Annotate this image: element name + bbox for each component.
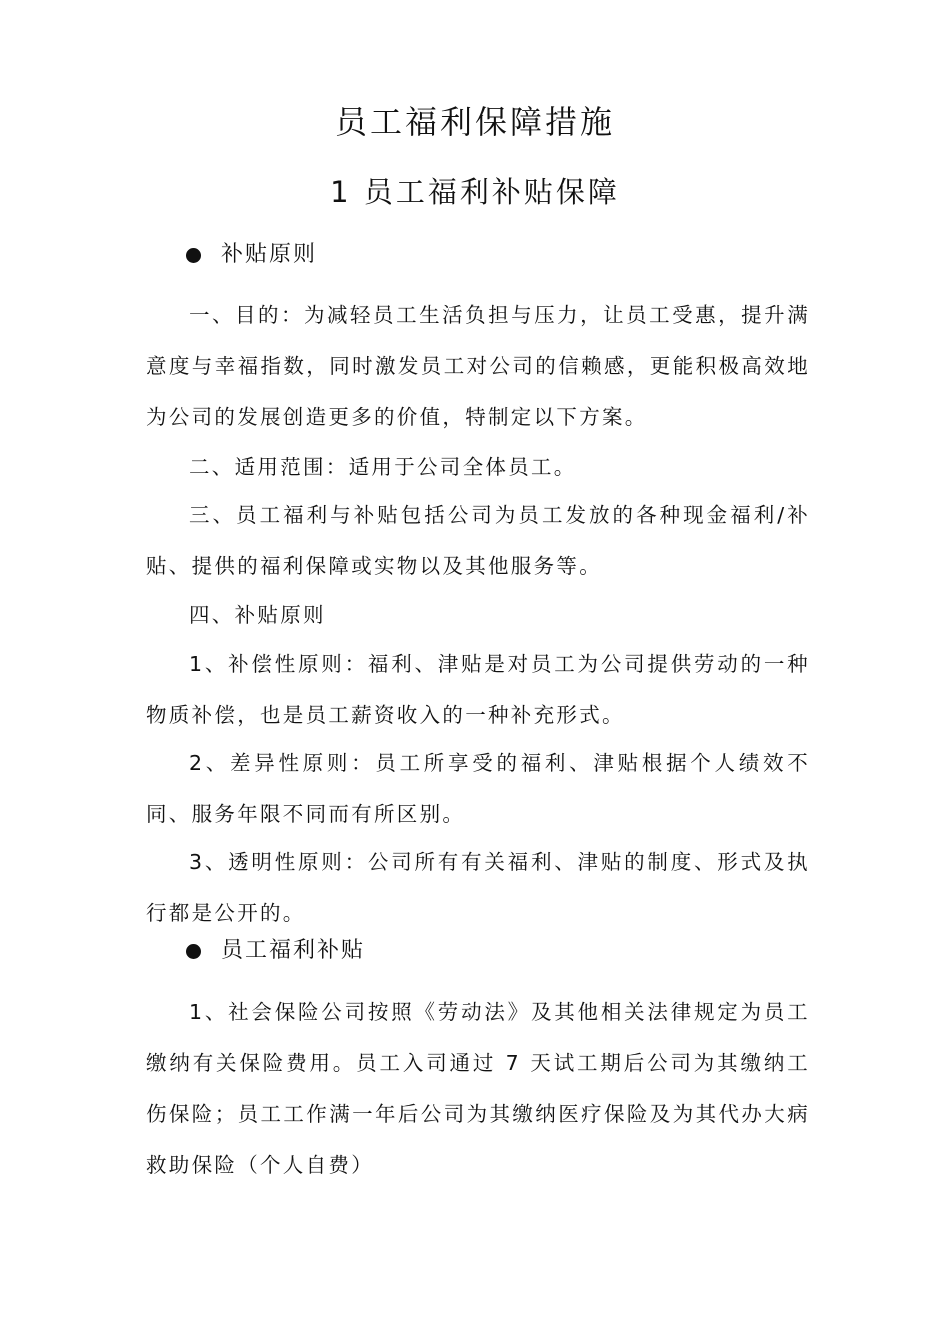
bullet-icon	[186, 248, 201, 263]
bullet-heading-employee-welfare	[186, 936, 365, 966]
document-title: 员工福利保障措施	[334, 103, 615, 141]
paragraph-principles-heading: 四、补贴原则	[189, 603, 326, 627]
heading-text: 员工福利补贴	[221, 938, 366, 963]
paragraph-scope: 二、适用范围：适用于公司全体员工。	[189, 455, 577, 479]
paragraph-difference-principle: 2、差异性原则：员工所享受的福利、津贴根据个人绩效不同、服务年限不同而有所区别。	[146, 751, 810, 826]
paragraph-purpose: 一、目的：为减轻员工生活负担与压力，让员工受惠，提升满意度与幸福指数，同时激发员工对公司的信赖感，更能积极高效地为公司的发展创造更多的价值，特制定以下方案。	[146, 303, 810, 429]
paragraph-social-insurance: 1、社会保险公司按照《劳动法》及其他相关法律规定为员工缴纳有关保险费用。员工入司通过 7 天试工期后公司为其缴纳工伤保险；员工工作满一年后公司为其缴纳医疗保险及为其代办大病救助保险（个人自费）	[146, 1000, 810, 1177]
bullet-icon	[186, 944, 201, 959]
paragraph-coverage: 三、员工福利与补贴包括公司为员工发放的各种现金福利/补贴、提供的福利保障或实物以及其他服务等。	[146, 503, 810, 578]
bullet-heading-subsidy-principles	[186, 240, 317, 270]
paragraph-compensation-principle: 1、补偿性原则：福利、津贴是对员工为公司提供劳动的一种物质补偿，也是员工薪资收入的一种补充形式。	[146, 652, 810, 727]
section-title: 1 员工福利补贴保障	[330, 175, 620, 209]
heading-text: 补贴原则	[221, 242, 318, 267]
paragraph-transparency-principle: 3、透明性原则：公司所有有关福利、津贴的制度、形式及执行都是公开的。	[146, 850, 810, 925]
